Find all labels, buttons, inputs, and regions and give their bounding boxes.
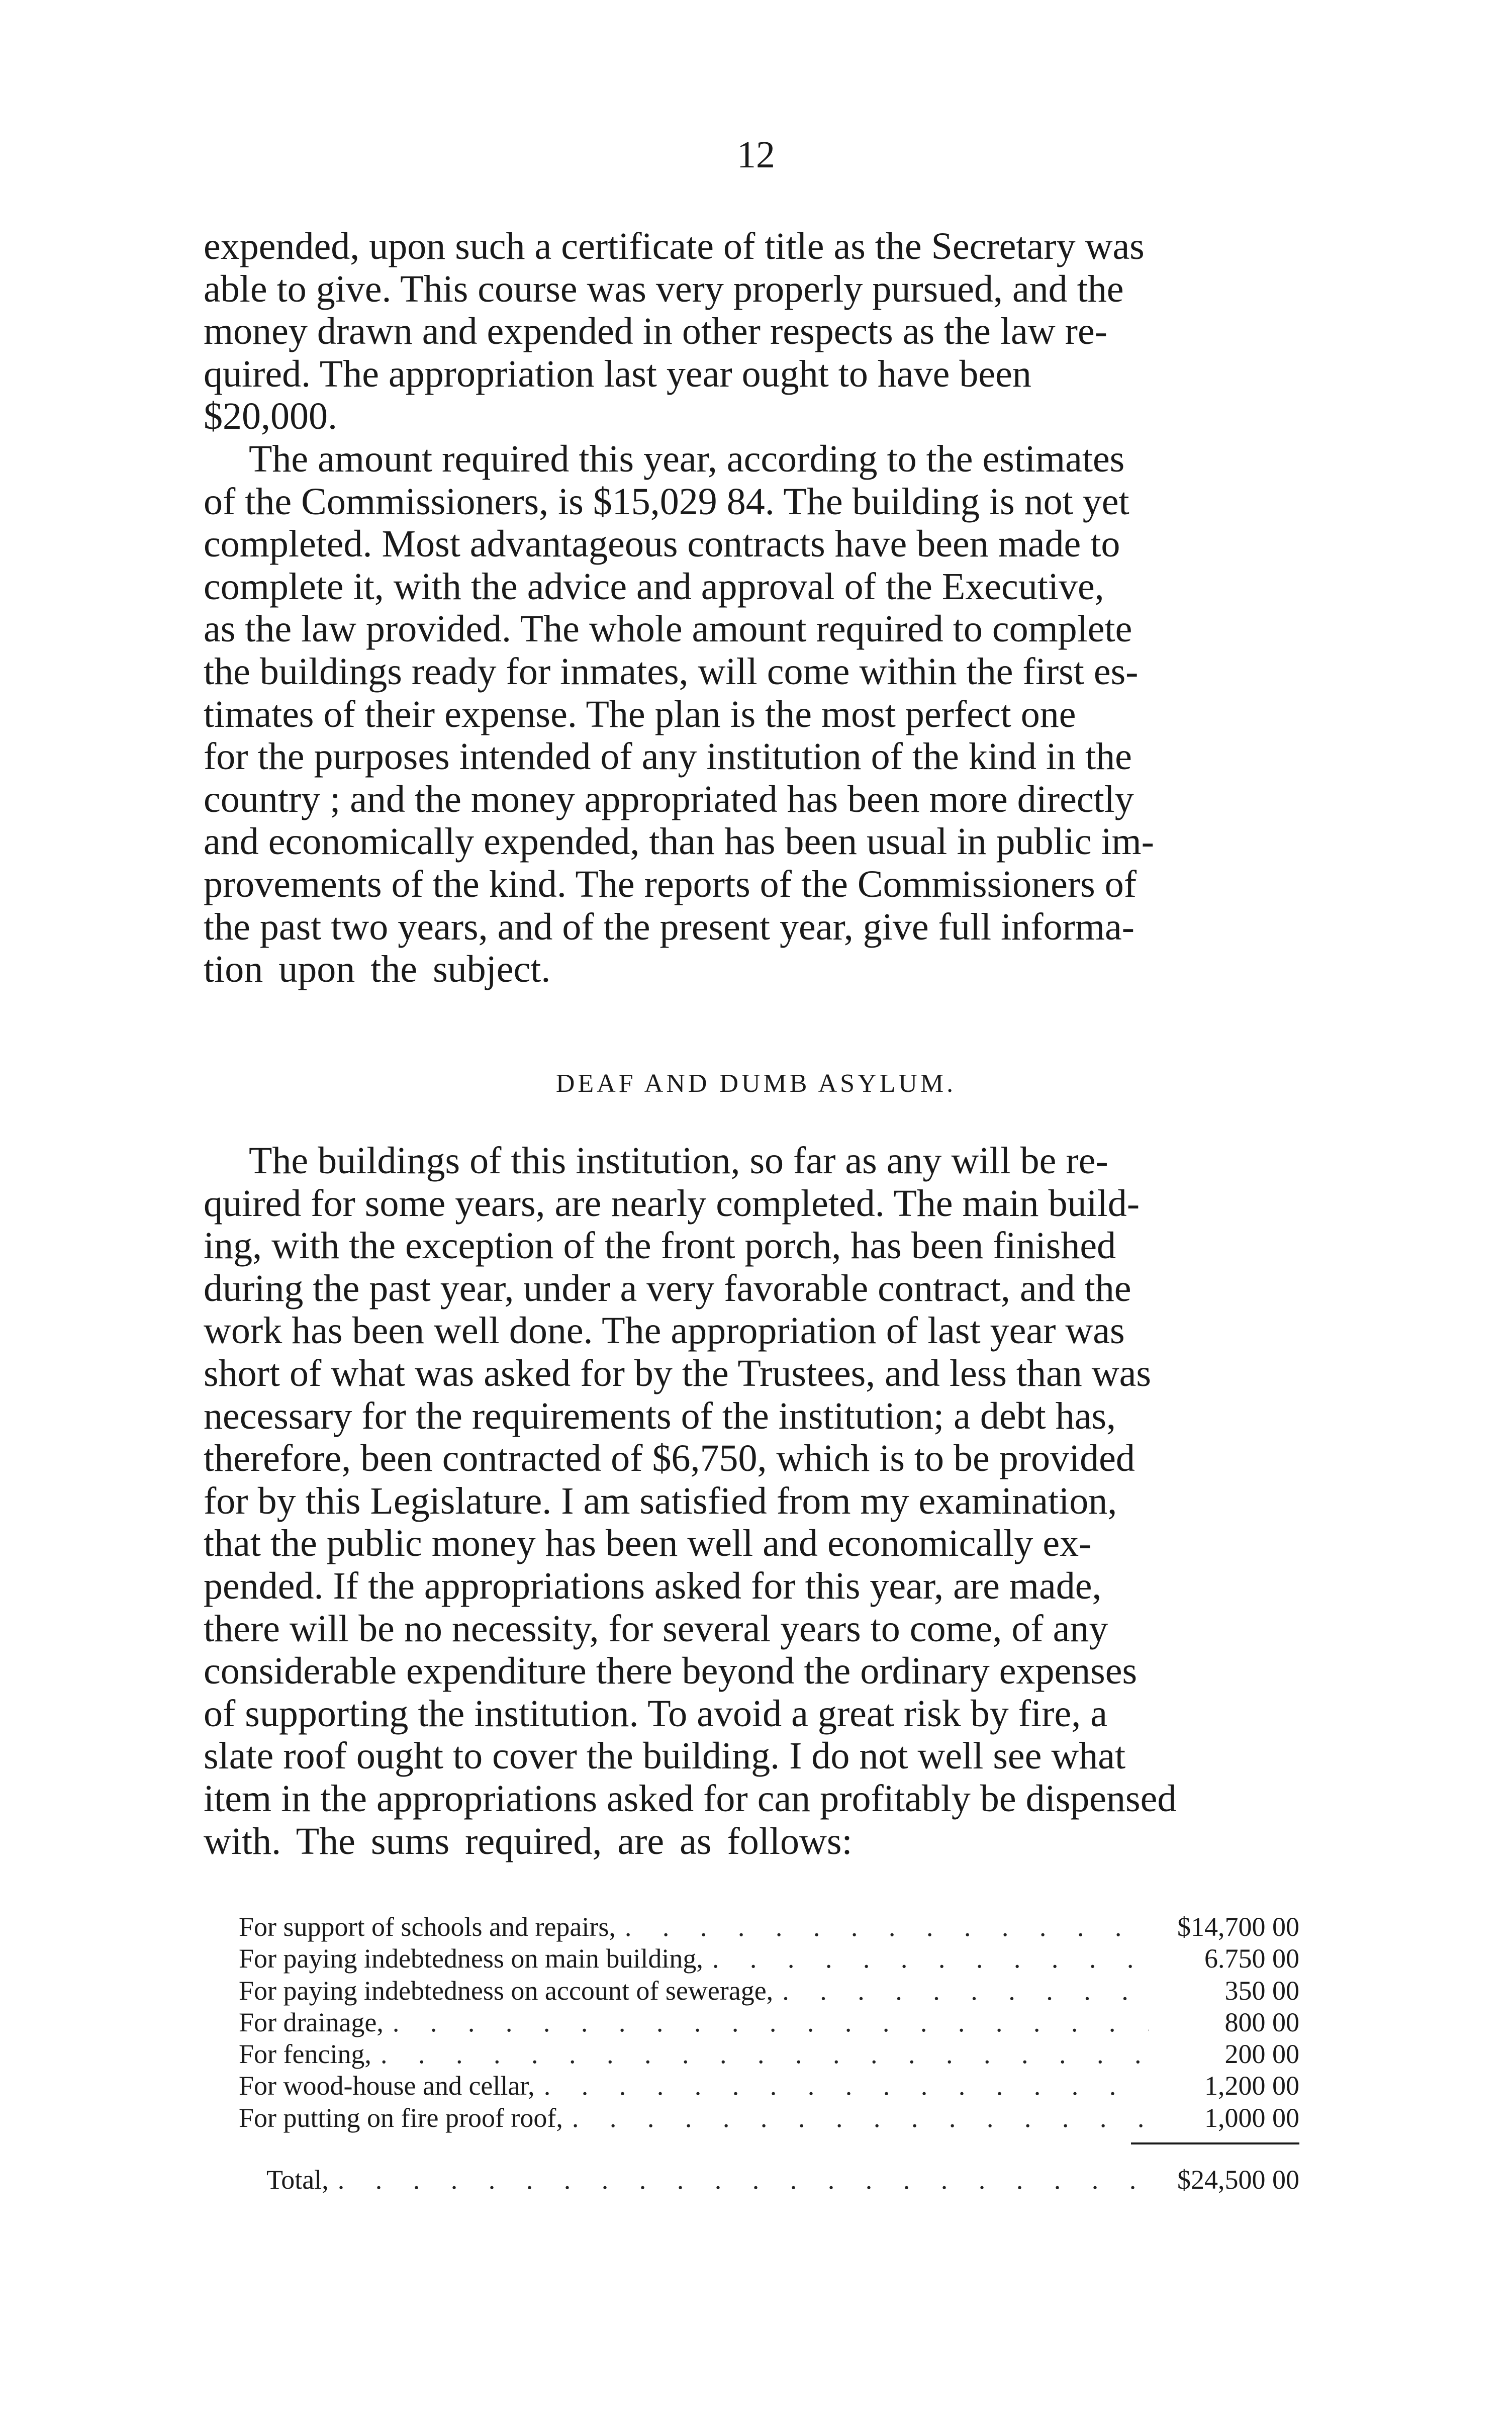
appropriations-table (239, 1911, 1299, 2134)
text-line: quired. The appropriation last year ought to have been (204, 352, 1031, 395)
page-number: 12 (737, 134, 775, 176)
text-line: provements of the kind. The reports of the Commissioners of (204, 863, 1137, 905)
text-line: therefore, been contracted of $6,750, which is to be provided (204, 1437, 1135, 1480)
text-line: during the past year, under a very favorable contract, and the (204, 1267, 1131, 1310)
paragraph-commissioners (204, 438, 1332, 991)
table-row (239, 1943, 1299, 1975)
text-line: $20,000. (204, 395, 337, 438)
item-amount: 200 00 (1224, 2039, 1299, 2070)
table-row (239, 2070, 1299, 2102)
item-amount: 800 00 (1224, 2007, 1299, 2037)
text-line: ing, with the exception of the front porch, has been finished (204, 1225, 1116, 1267)
total-row (266, 2164, 1299, 2196)
item-label: For support of schools and repairs, (239, 1912, 616, 1942)
table-row (239, 2038, 1299, 2070)
text-line: work has been well done. The appropriation of last year was (204, 1310, 1125, 1352)
text-line: complete it, with the advice and approval of the Executive, (204, 565, 1104, 608)
text-line: quired for some years, are nearly completed. The main build- (204, 1182, 1140, 1225)
section-heading: DEAF AND DUMB ASYLUM. (555, 1069, 957, 1098)
item-label: For putting on fire proof roof, (239, 2102, 563, 2133)
text-line: The amount required this year, according to the estimates (249, 438, 1125, 480)
leader-dots (703, 1943, 1149, 1975)
text-line: able to give. This course was very properly pursued, and the (204, 267, 1124, 310)
item-label: For paying indebtedness on account of sewerage, (239, 1975, 774, 2006)
item-label: For drainage, (239, 2007, 384, 2037)
text-line: country ; and the money appropriated has been more directly (204, 778, 1134, 820)
text-line: for by this Legislature. I am satisfied from my examination, (204, 1479, 1117, 1522)
table-row (239, 1911, 1299, 1943)
text-line: of supporting the institution. To avoid a great risk by fire, a (204, 1692, 1107, 1735)
text-line: completed. Most advantageous contracts have been made to (204, 523, 1120, 566)
leader-dots (773, 1975, 1149, 2007)
item-amount: 350 00 (1224, 1975, 1299, 2006)
text-line: with. The sums required, are as follows: (204, 1820, 853, 1862)
item-amount: $14,700 00 (1177, 1912, 1299, 1942)
paragraph-appropriation (204, 225, 1332, 438)
text-line: pended. If the appropriations asked for this year, are made, (204, 1564, 1102, 1607)
text-line: the past two years, and of the present year, give full informa- (204, 905, 1135, 948)
total-amount: $24,500 00 (1177, 2165, 1299, 2195)
paragraph-asylum (204, 1140, 1332, 1862)
item-label: For wood-house and cellar, (239, 2071, 535, 2101)
leader-dots (563, 2102, 1149, 2134)
item-label: For paying indebtedness on main building, (239, 1943, 703, 1974)
text-line: of the Commissioners, is $15,029 84. The building is not yet (204, 480, 1129, 523)
text-line: timates of their expense. The plan is the most perfect one (204, 693, 1076, 735)
text-line: short of what was asked for by the Trustees, and less than was (204, 1352, 1151, 1394)
leader-dots (384, 2007, 1149, 2038)
item-amount: 6.750 00 (1204, 1943, 1299, 1974)
leader-dots (329, 2164, 1149, 2196)
text-line: and economically expended, than has been usual in public im- (204, 820, 1154, 863)
item-amount: 1,000 00 (1204, 2102, 1299, 2133)
text-line: slate roof ought to cover the building. I do not well see what (204, 1735, 1126, 1778)
total-label: Total, (266, 2165, 329, 2195)
text-line: item in the appropriations asked for can profitably be dispensed (204, 1777, 1177, 1820)
text-line: there will be no necessity, for several years to come, of any (204, 1607, 1108, 1650)
text-line: necessary for the requirements of the institution; a debt has, (204, 1394, 1116, 1437)
item-label: For fencing, (239, 2039, 371, 2070)
leader-dots (535, 2070, 1149, 2102)
text-line: money drawn and expended in other respects as the law re- (204, 310, 1107, 353)
table-row (239, 2102, 1299, 2134)
text-line: the buildings ready for inmates, will come within the first es- (204, 650, 1139, 693)
item-amount: 1,200 00 (1204, 2071, 1299, 2101)
text-line: considerable expenditure there beyond the ordinary expenses (204, 1650, 1138, 1693)
total-rule (1131, 2142, 1299, 2144)
leader-dots (371, 2038, 1149, 2070)
text-line: as the law provided. The whole amount required to complete (204, 608, 1132, 650)
table-row (239, 2007, 1299, 2038)
text-line: for the purposes intended of any institution of the kind in the (204, 735, 1132, 778)
text-line: expended, upon such a certificate of title as the Secretary was (204, 225, 1145, 267)
leader-dots (616, 1911, 1149, 1943)
text-line: tion upon the subject. (204, 948, 551, 991)
table-row (239, 1975, 1299, 2007)
text-line: that the public money has been well and economically ex- (204, 1522, 1092, 1565)
text-line: The buildings of this institution, so far as any will be re- (249, 1140, 1108, 1182)
